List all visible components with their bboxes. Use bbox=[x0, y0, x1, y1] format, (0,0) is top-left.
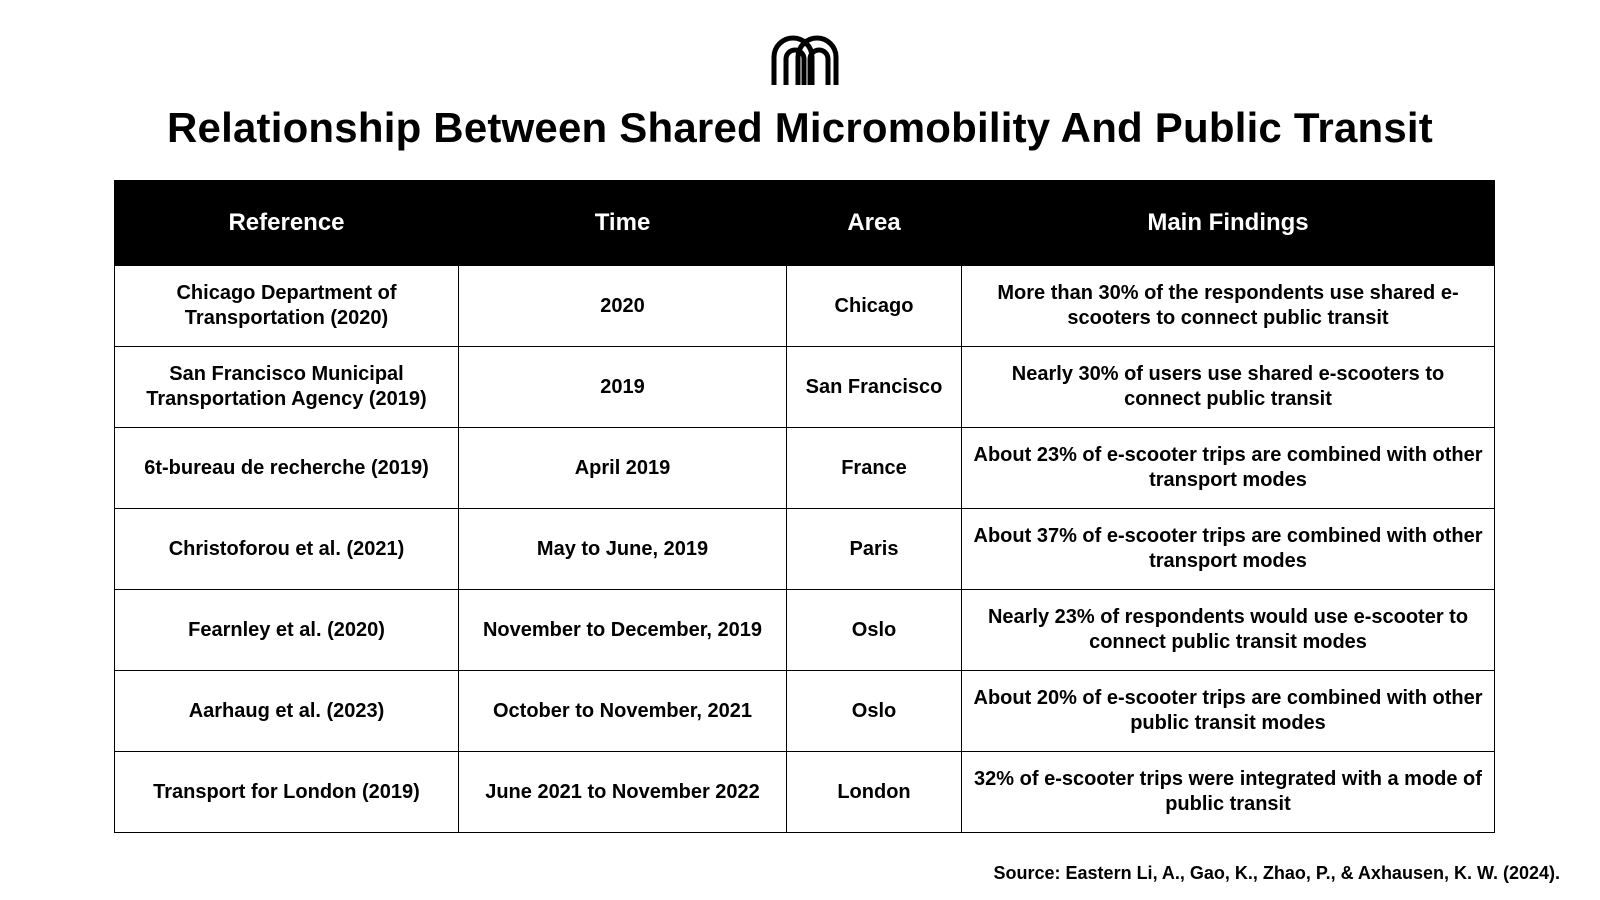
cell-reference: Christoforou et al. (2021) bbox=[115, 509, 459, 590]
table-row bbox=[115, 347, 1495, 428]
cell-area: Oslo bbox=[787, 671, 962, 752]
cell-time: November to December, 2019 bbox=[459, 590, 787, 671]
cell-area: London bbox=[787, 752, 962, 833]
findings-table bbox=[114, 180, 1495, 833]
cell-main-findings: About 37% of e-scooter trips are combined with other transport modes bbox=[962, 509, 1495, 590]
cell-area: San Francisco bbox=[787, 347, 962, 428]
table-row bbox=[115, 509, 1495, 590]
header-time: Time bbox=[459, 181, 787, 266]
cell-reference: Chicago Department of Transportation (2020) bbox=[115, 266, 459, 347]
cell-main-findings: About 23% of e-scooter trips are combined with other transport modes bbox=[962, 428, 1495, 509]
cell-reference: San Francisco Municipal Transportation Agency (2019) bbox=[115, 347, 459, 428]
table-row bbox=[115, 266, 1495, 347]
table-row bbox=[115, 671, 1495, 752]
header-reference: Reference bbox=[115, 181, 459, 266]
page-title: Relationship Between Shared Micromobility And Public Transit bbox=[167, 104, 1433, 151]
header-area: Area bbox=[787, 181, 962, 266]
cell-main-findings: About 20% of e-scooter trips are combined with other public transit modes bbox=[962, 671, 1495, 752]
cell-reference: Fearnley et al. (2020) bbox=[115, 590, 459, 671]
header-main-findings: Main Findings bbox=[962, 181, 1495, 266]
cell-main-findings: Nearly 23% of respondents would use e-scooter to connect public transit modes bbox=[962, 590, 1495, 671]
cell-main-findings: More than 30% of the respondents use shared e-scooters to connect public transit bbox=[962, 266, 1495, 347]
cell-area: Chicago bbox=[787, 266, 962, 347]
micromobility-logo-icon bbox=[770, 33, 840, 87]
table-row bbox=[115, 590, 1495, 671]
table-row bbox=[115, 428, 1495, 509]
cell-main-findings: 32% of e-scooter trips were integrated with a mode of public transit bbox=[962, 752, 1495, 833]
cell-area: France bbox=[787, 428, 962, 509]
table-row bbox=[115, 752, 1495, 833]
cell-area: Oslo bbox=[787, 590, 962, 671]
cell-time: October to November, 2021 bbox=[459, 671, 787, 752]
cell-time: 2019 bbox=[459, 347, 787, 428]
table-header-row bbox=[115, 181, 1495, 266]
cell-time: 2020 bbox=[459, 266, 787, 347]
cell-time: May to June, 2019 bbox=[459, 509, 787, 590]
cell-area: Paris bbox=[787, 509, 962, 590]
source-citation: Source: Eastern Li, A., Gao, K., Zhao, P., & Axhausen, K. W. (2024). bbox=[993, 863, 1560, 883]
cell-reference: 6t-bureau de recherche (2019) bbox=[115, 428, 459, 509]
cell-time: April 2019 bbox=[459, 428, 787, 509]
cell-time: June 2021 to November 2022 bbox=[459, 752, 787, 833]
cell-reference: Aarhaug et al. (2023) bbox=[115, 671, 459, 752]
cell-reference: Transport for London (2019) bbox=[115, 752, 459, 833]
cell-main-findings: Nearly 30% of users use shared e-scooters to connect public transit bbox=[962, 347, 1495, 428]
